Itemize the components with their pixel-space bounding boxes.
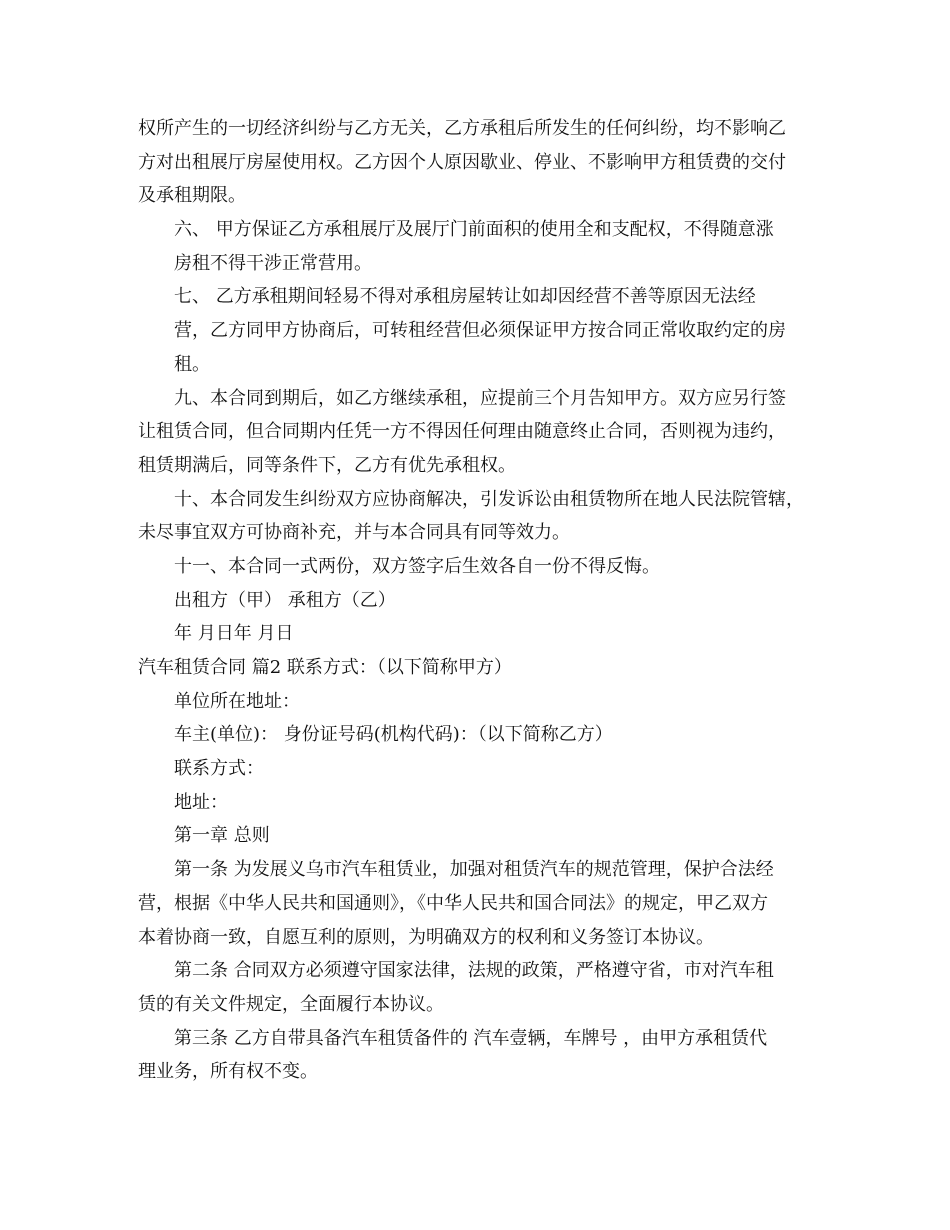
text-line: 营，根据《中华人民共和国通则》，《中华人民共和国合同法》的规定，甲乙双方 [138,892,768,914]
text-line: 出租方（甲） 承租方（乙） [174,589,396,611]
text-line: 十一、本合同一式两份，双方签字后生效各自一份不得反悔。 [174,555,660,577]
text-line: 第一章 总则 [174,825,270,847]
text-line: 及承租期限。 [138,185,246,207]
text-line: 租赁期满后，同等条件下，乙方有优先承租权。 [138,454,516,476]
text-line: 六、 甲方保证乙方承租展厅及展厅门前面积的使用全和支配权，不得随意涨 [174,219,774,241]
text-line: 租。 [174,353,210,375]
text-line: 联系方式： [174,758,264,780]
text-line: 九、本合同到期后，如乙方继续承租，应提前三个月告知甲方。双方应另行签 [174,387,786,409]
text-line: 十、本合同发生纠纷双方应协商解决，引发诉讼由租赁物所在地人民法院管辖， [174,488,804,510]
text-line: 方对出租展厅房屋使用权。乙方因个人原因歇业、停业、不影响甲方租赁费的交付 [138,151,786,173]
text-line: 年 月日年 月日 [174,623,294,645]
text-line: 第二条 合同双方必须遵守国家法律，法规的政策，严格遵守省，市对汽车租 [174,960,774,982]
text-line: 权所产生的一切经济纠纷与乙方无关，乙方承租后所发生的任何纠纷，均不影响乙 [138,118,786,139]
text-line: 单位所在地址： [174,690,300,712]
text-line: 汽车租赁合同 篇2 联系方式：（以下简称甲方） [138,657,512,678]
text-line: 本着协商一致，自愿互利的原则，为明确双方的权利和义务签订本协议。 [138,926,714,948]
text-line: 让租赁合同，但合同期内任凭一方不得因任何理由随意终止合同，否则视为违约， [138,421,786,443]
text-line: 车主(单位)： 身份证号码(机构代码)：（以下简称乙方） [174,724,613,746]
text-line: 第一条 为发展义乌市汽车租赁业，加强对租赁汽车的规范管理，保护合法经 [174,859,774,881]
text-line: 第三条 乙方自带具备汽车租赁备件的 汽车壹辆，车牌号 ，由甲方承租赁代 [174,1027,768,1049]
text-line: 营，乙方同甲方协商后，可转租经营但必须保证甲方按合同正常收取约定的房 [174,320,786,342]
text-line: 理业务，所有权不变。 [138,1061,318,1083]
document-body [138,112,828,1089]
text-line: 赁的有关文件规定，全面履行本协议。 [138,993,444,1015]
text-line: 房租不得干涉正常营用。 [174,252,372,274]
text-line: 七、 乙方承租期间轻易不得对承租房屋转让如却因经营不善等原因无法经 [174,286,756,308]
text-line: 地址： [174,791,228,813]
text-line: 未尽事宜双方可协商补充，并与本合同具有同等效力。 [138,522,570,544]
